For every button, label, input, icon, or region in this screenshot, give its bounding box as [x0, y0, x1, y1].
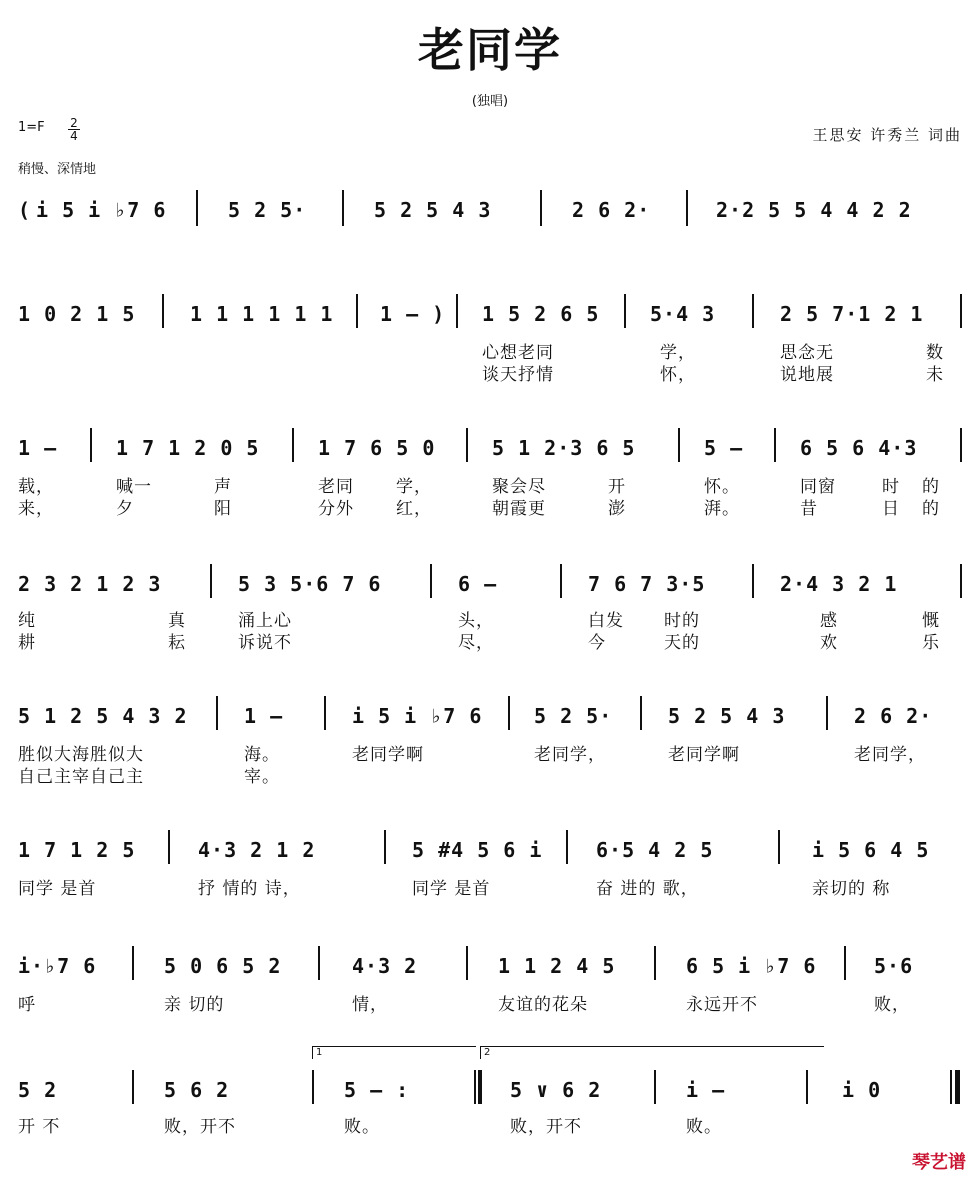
- lyric: 学，: [396, 477, 432, 497]
- lyric: 同学 是首: [412, 879, 491, 899]
- lyric: 天的: [664, 633, 700, 653]
- barline: [560, 564, 562, 598]
- measure: 1 –: [244, 704, 284, 728]
- lyric: 宰。: [244, 767, 280, 787]
- barline: [312, 1070, 314, 1104]
- measure: 2 5 7·1 2 1: [780, 302, 924, 326]
- measure: 5·6: [874, 954, 914, 978]
- lyric: 怀。: [704, 477, 740, 497]
- lyric: 湃。: [704, 499, 740, 519]
- barline: [132, 1070, 134, 1104]
- lyric: 开 不: [18, 1117, 61, 1137]
- barline: [774, 428, 776, 462]
- lyric: 老同学啊: [668, 745, 740, 765]
- lyric: 耕: [18, 633, 36, 653]
- lyric: 海。: [244, 745, 280, 765]
- lyric: 的: [922, 477, 940, 497]
- barline: [210, 564, 212, 598]
- measure: 1 7 1 2 0 5: [116, 436, 260, 460]
- lyric: 耘: [168, 633, 186, 653]
- measure: 2 6 2·: [572, 198, 651, 222]
- lyric: 真: [168, 611, 186, 631]
- lyric: 亲切的 称: [812, 879, 891, 899]
- barline: [356, 294, 358, 328]
- barline: [686, 190, 688, 226]
- barline: [844, 946, 846, 980]
- lyric: 未: [926, 365, 944, 385]
- lyric: 今: [588, 633, 606, 653]
- lyric: 胜似大海胜似大: [18, 745, 144, 765]
- composer-credit: 王思安 许秀兰 词曲: [812, 126, 962, 144]
- lyric: 载，: [18, 477, 54, 497]
- barline: [752, 294, 754, 328]
- song-title: 老同学: [418, 23, 562, 77]
- lyric: 澎: [608, 499, 626, 519]
- measure: 1 – ): [380, 302, 446, 326]
- measure: 6 5 6 4·3: [800, 436, 918, 460]
- tempo-marking: 稍慢、深情地: [18, 162, 97, 177]
- measure: i·♭7 6: [18, 954, 97, 978]
- barline: [456, 294, 458, 328]
- measure: 1 1 2 4 5: [498, 954, 616, 978]
- barline: [384, 830, 386, 864]
- song-subtitle: (独唱): [471, 94, 509, 109]
- measure: 5 2 5·: [228, 198, 307, 222]
- measure: 5 1 2 5 4 3 2: [18, 704, 188, 728]
- lyric: 抒 情的 诗，: [198, 879, 301, 899]
- lyric: 学，: [660, 343, 696, 363]
- lyric: 时的: [664, 611, 700, 631]
- open-paren: (: [18, 198, 32, 222]
- barline: [960, 294, 962, 328]
- barline: [540, 190, 542, 226]
- barline: [654, 1070, 656, 1104]
- lyric: 阳: [214, 499, 232, 519]
- lyric: 分外: [318, 499, 354, 519]
- measure: 6 5 i ♭7 6: [686, 954, 817, 978]
- barline: [654, 946, 656, 980]
- lyric: 败，开不: [164, 1117, 236, 1137]
- lyric: 尽，: [458, 633, 494, 653]
- repeat-barline: [474, 1070, 476, 1104]
- barline: [342, 190, 344, 226]
- lyric: 白发: [588, 611, 624, 631]
- measure: 2 6 2·: [854, 704, 933, 728]
- measure: 1 –: [18, 436, 58, 460]
- lyric: 败，: [874, 995, 910, 1015]
- lyric: 情，: [352, 995, 388, 1015]
- lyric: 败，开不: [510, 1117, 582, 1137]
- lyric: 奋 进的 歌，: [596, 879, 699, 899]
- lyric: 时: [882, 477, 900, 497]
- lyric: 数: [926, 343, 944, 363]
- lyric: 同窗: [800, 477, 836, 497]
- lyric: 纯: [18, 611, 36, 631]
- measure: 4·3 2 1 2: [198, 838, 316, 862]
- lyric: 诉说不: [238, 633, 292, 653]
- barline: [162, 294, 164, 328]
- lyric: 老同学，: [854, 745, 926, 765]
- lyric: 友谊的花朵: [498, 995, 588, 1015]
- lyric: 呼: [18, 995, 36, 1015]
- lyric: 头，: [458, 611, 494, 631]
- time-signature-top: 2: [70, 116, 78, 130]
- lyric: 老同学啊: [352, 745, 424, 765]
- barline: [318, 946, 320, 980]
- second-ending-bracket: [480, 1046, 824, 1059]
- lyric: 来，: [18, 499, 54, 519]
- barline: [196, 190, 198, 226]
- measure: 5 ∨ 6 2: [510, 1078, 602, 1102]
- lyric: 欢: [820, 633, 838, 653]
- measure: 2·4 3 2 1: [780, 572, 898, 596]
- measure: 1 7 6 5 0: [318, 436, 436, 460]
- first-ending-bracket: [312, 1046, 476, 1059]
- measure: 5 2 5 4 3: [668, 704, 786, 728]
- lyric: 日: [882, 499, 900, 519]
- time-signature: [68, 117, 80, 142]
- lyric: 谈天抒情: [482, 365, 554, 385]
- lyric: 永远开不: [686, 995, 758, 1015]
- barline: [624, 294, 626, 328]
- barline: [90, 428, 92, 462]
- final-barline-thick: [955, 1070, 960, 1104]
- lyric: 的: [922, 499, 940, 519]
- site-watermark-logo: 琴艺谱: [912, 1152, 966, 1173]
- second-ending-number: 2: [484, 1047, 491, 1058]
- final-barline: [950, 1070, 952, 1104]
- barline: [168, 830, 170, 864]
- barline: [778, 830, 780, 864]
- measure: 2·2 5 5 4 4 2 2: [716, 198, 912, 222]
- first-ending-number: 1: [316, 1047, 323, 1058]
- barline: [292, 428, 294, 462]
- barline: [806, 1070, 808, 1104]
- lyric: 喊一: [116, 477, 152, 497]
- measure: 1 0 2 1 5: [18, 302, 136, 326]
- lyric: 聚会尽: [492, 477, 546, 497]
- lyric: 昔: [800, 499, 818, 519]
- lyric: 同学 是首: [18, 879, 97, 899]
- measure: 5 2 5 4 3: [374, 198, 492, 222]
- lyric: 红，: [396, 499, 432, 519]
- measure: 1 7 1 2 5: [18, 838, 136, 862]
- measure: i 5 i ♭7 6: [36, 198, 167, 222]
- barline: [960, 428, 962, 462]
- measure: 2 3 2 1 2 3: [18, 572, 162, 596]
- measure: 7 6 7 3·5: [588, 572, 706, 596]
- lyric: 自己主宰自己主: [18, 767, 144, 787]
- measure: 5 –: [704, 436, 744, 460]
- lyric: 朝霞更: [492, 499, 546, 519]
- lyric: 乐: [922, 633, 940, 653]
- barline: [640, 696, 642, 730]
- measure: 6 –: [458, 572, 498, 596]
- measure: 5 3 5·6 7 6: [238, 572, 382, 596]
- measure: i 5 i ♭7 6: [352, 704, 483, 728]
- lyric: 开: [608, 477, 626, 497]
- barline: [508, 696, 510, 730]
- measure: 4·3 2: [352, 954, 418, 978]
- measure: i 0: [842, 1078, 882, 1102]
- measure: 5 6 2: [164, 1078, 230, 1102]
- measure: 5·4 3: [650, 302, 716, 326]
- measure: 1 5 2 6 5: [482, 302, 600, 326]
- lyric: 涌上心: [238, 611, 292, 631]
- barline: [466, 428, 468, 462]
- lyric: 败。: [344, 1117, 380, 1137]
- measure: 5 #4 5 6 i: [412, 838, 543, 862]
- lyric: 感: [820, 611, 838, 631]
- lyric: 败。: [686, 1117, 722, 1137]
- key-signature: 1=F: [18, 120, 45, 135]
- barline: [826, 696, 828, 730]
- measure: 5 – :: [344, 1078, 410, 1102]
- measure: i –: [686, 1078, 726, 1102]
- time-signature-bottom: 4: [70, 129, 78, 143]
- lyric: 夕: [116, 499, 134, 519]
- measure: 1 1 1 1 1 1: [190, 302, 334, 326]
- repeat-barline-thick: [478, 1070, 482, 1104]
- measure: 5 0 6 5 2: [164, 954, 282, 978]
- lyric: 声: [214, 477, 232, 497]
- barline: [960, 564, 962, 598]
- barline: [752, 564, 754, 598]
- measure: 5 2: [18, 1078, 58, 1102]
- measure: 5 2 5·: [534, 704, 613, 728]
- lyric: 怀，: [660, 365, 696, 385]
- lyric: 思念无: [780, 343, 834, 363]
- lyric: 说地展: [780, 365, 834, 385]
- measure: 5 1 2·3 6 5: [492, 436, 636, 460]
- barline: [132, 946, 134, 980]
- measure: 6·5 4 2 5: [596, 838, 714, 862]
- barline: [216, 696, 218, 730]
- lyric: 老同学，: [534, 745, 606, 765]
- barline: [566, 830, 568, 864]
- barline: [430, 564, 432, 598]
- barline: [678, 428, 680, 462]
- lyric: 心想老同: [482, 343, 554, 363]
- measure: i 5 6 4 5: [812, 838, 930, 862]
- barline: [466, 946, 468, 980]
- lyric: 慨: [922, 611, 940, 631]
- lyric: 亲 切的: [164, 995, 225, 1015]
- barline: [324, 696, 326, 730]
- lyric: 老同: [318, 477, 354, 497]
